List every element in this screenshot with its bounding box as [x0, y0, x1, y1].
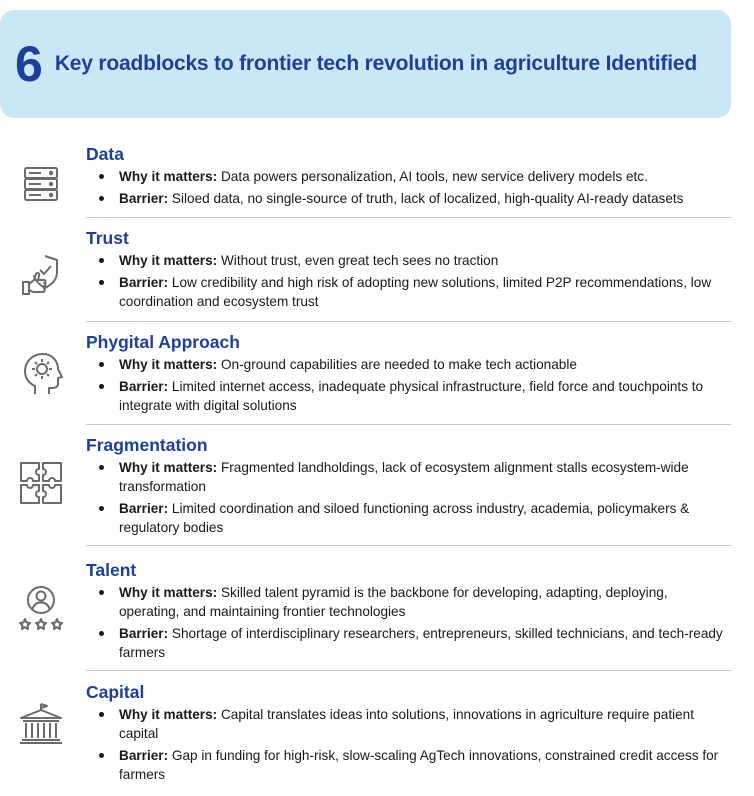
why-it-matters-bullet: Why it matters: Without trust, even great tech sees no traction — [86, 251, 731, 270]
barrier-bullet: Barrier: Shortage of interdisciplinary researchers, entrepreneurs, skilled technicians, and tech-ready farmers — [86, 624, 731, 662]
why-it-matters-bullet: Why it matters: Data powers personalization, AI tools, new service delivery models etc. — [86, 167, 731, 186]
bank-icon — [10, 693, 72, 755]
bullet-list — [86, 167, 731, 211]
roadblock-count: 6 — [15, 36, 43, 92]
why-it-matters-bullet: Why it matters: Skilled talent pyramid is the backbone for developing, adapting, deploying, operating, and maintaining frontier technologies — [86, 583, 731, 621]
page-title: Key roadblocks to frontier tech revolution in agriculture Identified — [54, 52, 697, 75]
section-title: Data — [86, 144, 124, 164]
section-title: Talent — [86, 560, 137, 580]
divider — [86, 321, 731, 322]
why-it-matters-bullet: Why it matters: Capital translates ideas into solutions, innovations in agriculture require patient capital — [86, 705, 731, 743]
bullet-list — [86, 251, 731, 314]
divider — [86, 545, 731, 546]
header-banner — [0, 10, 731, 118]
divider — [86, 670, 731, 671]
head-gear-icon — [10, 343, 72, 405]
shield-thumbs-up-icon — [10, 243, 72, 305]
divider — [86, 424, 731, 425]
barrier-bullet: Barrier: Gap in funding for high-risk, slow-scaling AgTech innovations, constrained credit access for farmers — [86, 746, 731, 784]
section-title: Trust — [86, 228, 129, 248]
bullet-list — [86, 355, 731, 418]
why-it-matters-bullet: Why it matters: On-ground capabilities are needed to make tech actionable — [86, 355, 731, 374]
bullet-list — [86, 705, 731, 787]
barrier-bullet: Barrier: Limited internet access, inadequate physical infrastructure, field force and touchpoints to integrate with digital solutions — [86, 377, 731, 415]
barrier-bullet: Barrier: Siloed data, no single-source of truth, lack of localized, high-quality AI-ready datasets — [86, 189, 731, 208]
barrier-bullet: Barrier: Limited coordination and siloed functioning across industry, academia, policymakers & regulatory bodies — [86, 499, 731, 537]
section-title: Capital — [86, 682, 145, 702]
section-title: Phygital Approach — [86, 332, 240, 352]
divider — [86, 217, 731, 218]
puzzle-icon — [10, 452, 72, 514]
why-it-matters-bullet: Why it matters: Fragmented landholdings, lack of ecosystem alignment stalls ecosystem-wide transformation — [86, 458, 731, 496]
bullet-list — [86, 458, 731, 540]
server-icon — [10, 153, 72, 215]
section-title: Fragmentation — [86, 435, 208, 455]
bullet-list — [86, 583, 731, 665]
barrier-bullet: Barrier: Low credibility and high risk of adopting new solutions, limited P2P recommendations, low coordination and ecosystem trust — [86, 273, 731, 311]
user-stars-icon — [10, 577, 72, 639]
